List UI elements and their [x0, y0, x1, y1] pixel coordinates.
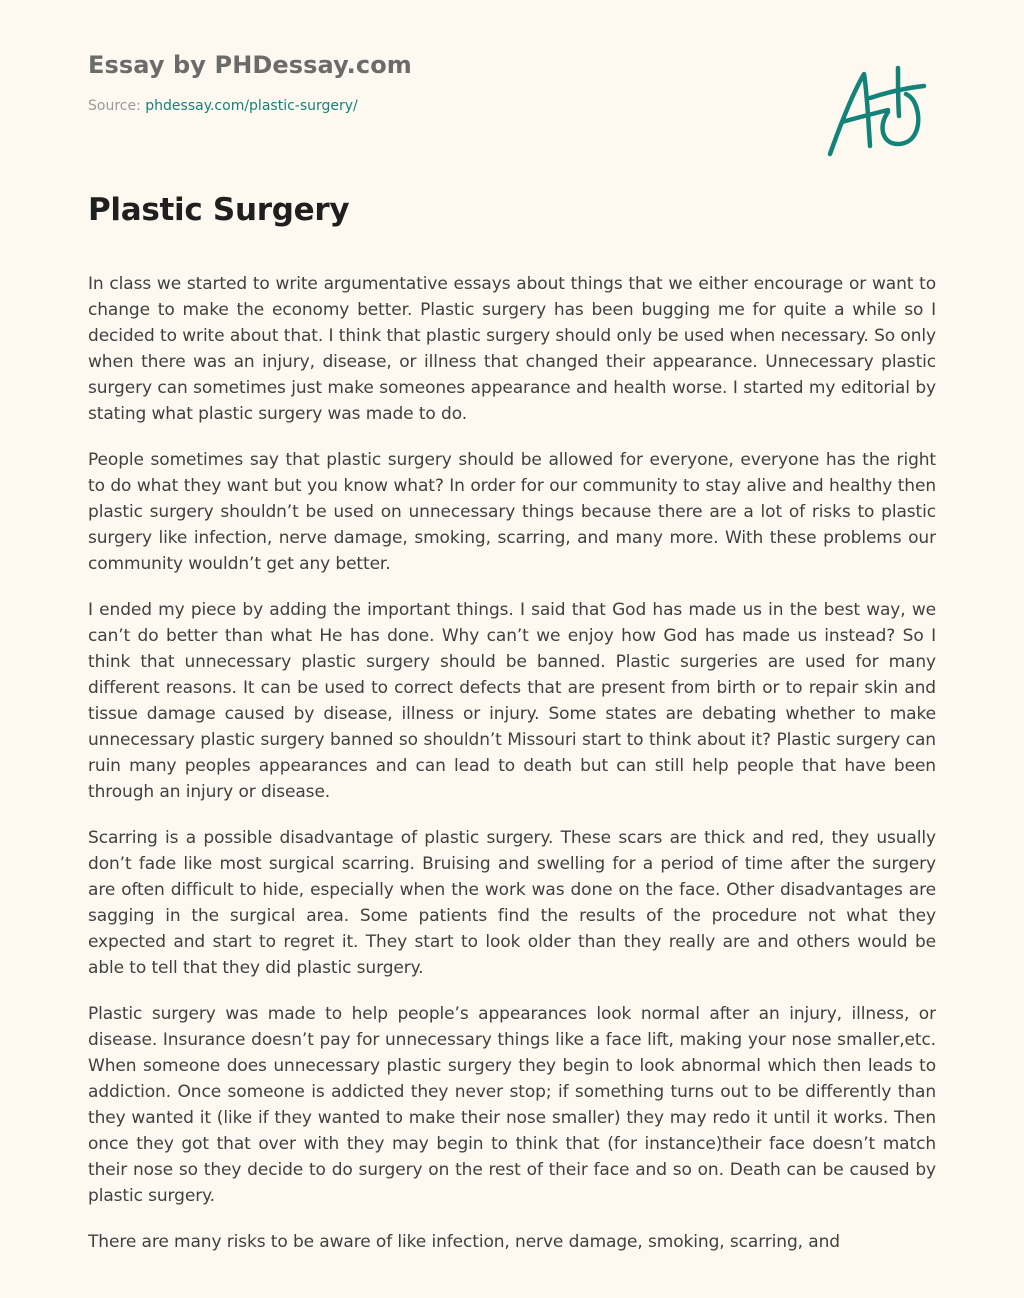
- paragraph-6: There are many risks to be aware of like infection, nerve damage, smoking, scarring, and: [88, 1232, 840, 1252]
- paragraph-3: I ended my piece by adding the important things. I said that God has made us in the best way, we can’t do better than what He has done. Why can’t we enjoy how God has made us instead? So I think that unnecessary plastic surgery should be banned. Plastic surgeries are used for many different reasons. It can be used to correct defects that are present from birth or to repair skin and tissue damage caused by disease, illness or injury. Some states are debating whether to make unnecessary plastic surgery banned so shouldn’t Missouri start to think about it? Plastic surgery can ruin many peoples appearances and can lead to death but can still help people that have been through an injury or disease.: [88, 600, 936, 802]
- source-link[interactable]: phdessay.com/plastic-surgery/: [145, 98, 358, 114]
- source-line: [88, 96, 936, 116]
- paragraph-1: In class we started to write argumentative essays about things that we either encourage or want to change to make the economy better. Plastic surgery has been bugging me for quite a while so I decided to write about that. I think that plastic surgery should only be used when necessary. So only when there was an injury, disease, or illness that changed their appearance. Unnecessary plastic surgery can sometimes just make someones appearance and health worse. I started my editorial by stating what plastic surgery was made to do.: [88, 274, 936, 424]
- a-plus-grade-icon: [822, 64, 932, 160]
- essay-body: [88, 271, 936, 1271]
- source-label: Source:: [88, 98, 141, 114]
- paragraph-2: People sometimes say that plastic surgery should be allowed for everyone, everyone has the right to do what they want but you know what? In order for our community to stay alive and healthy then plastic surgery shouldn’t be used on unnecessary things because there are a lot of risks to plastic surgery like infection, nerve damage, smoking, scarring, and many more. With these problems our community wouldn’t get any better.: [88, 450, 936, 574]
- paragraph-4: Scarring is a possible disadvantage of plastic surgery. These scars are thick and red, they usually don’t fade like most surgical scarring. Bruising and swelling for a period of time after the surgery are often difficult to hide, especially when the work was done on the face. Other disadvantages are sagging in the surgical area. Some patients find the results of the procedure not what they expected and start to regret it. They start to look older than they really are and others would be able to tell that they did plastic surgery.: [88, 828, 936, 978]
- page-header: [88, 48, 936, 116]
- site-title: Essay by PHDessay.com: [88, 51, 412, 79]
- essay-title: Plastic Surgery: [88, 192, 350, 228]
- paragraph-5: Plastic surgery was made to help people’s appearances look normal after an injury, illness, or disease. Insurance doesn’t pay for unnecessary things like a face lift, making your nose smaller,etc. When someone does unnecessary plastic surgery they begin to look abnormal which then leads to addiction. Once someone is addicted they never stop; if something turns out to be differently than they wanted it (like if they wanted to make their nose smaller) they may redo it until it works. Then once they got that over with they may begin to think that (for instance)their face doesn’t match their nose so they decide to do surgery on the rest of their face and so on. Death can be caused by plastic surgery.: [88, 1004, 936, 1206]
